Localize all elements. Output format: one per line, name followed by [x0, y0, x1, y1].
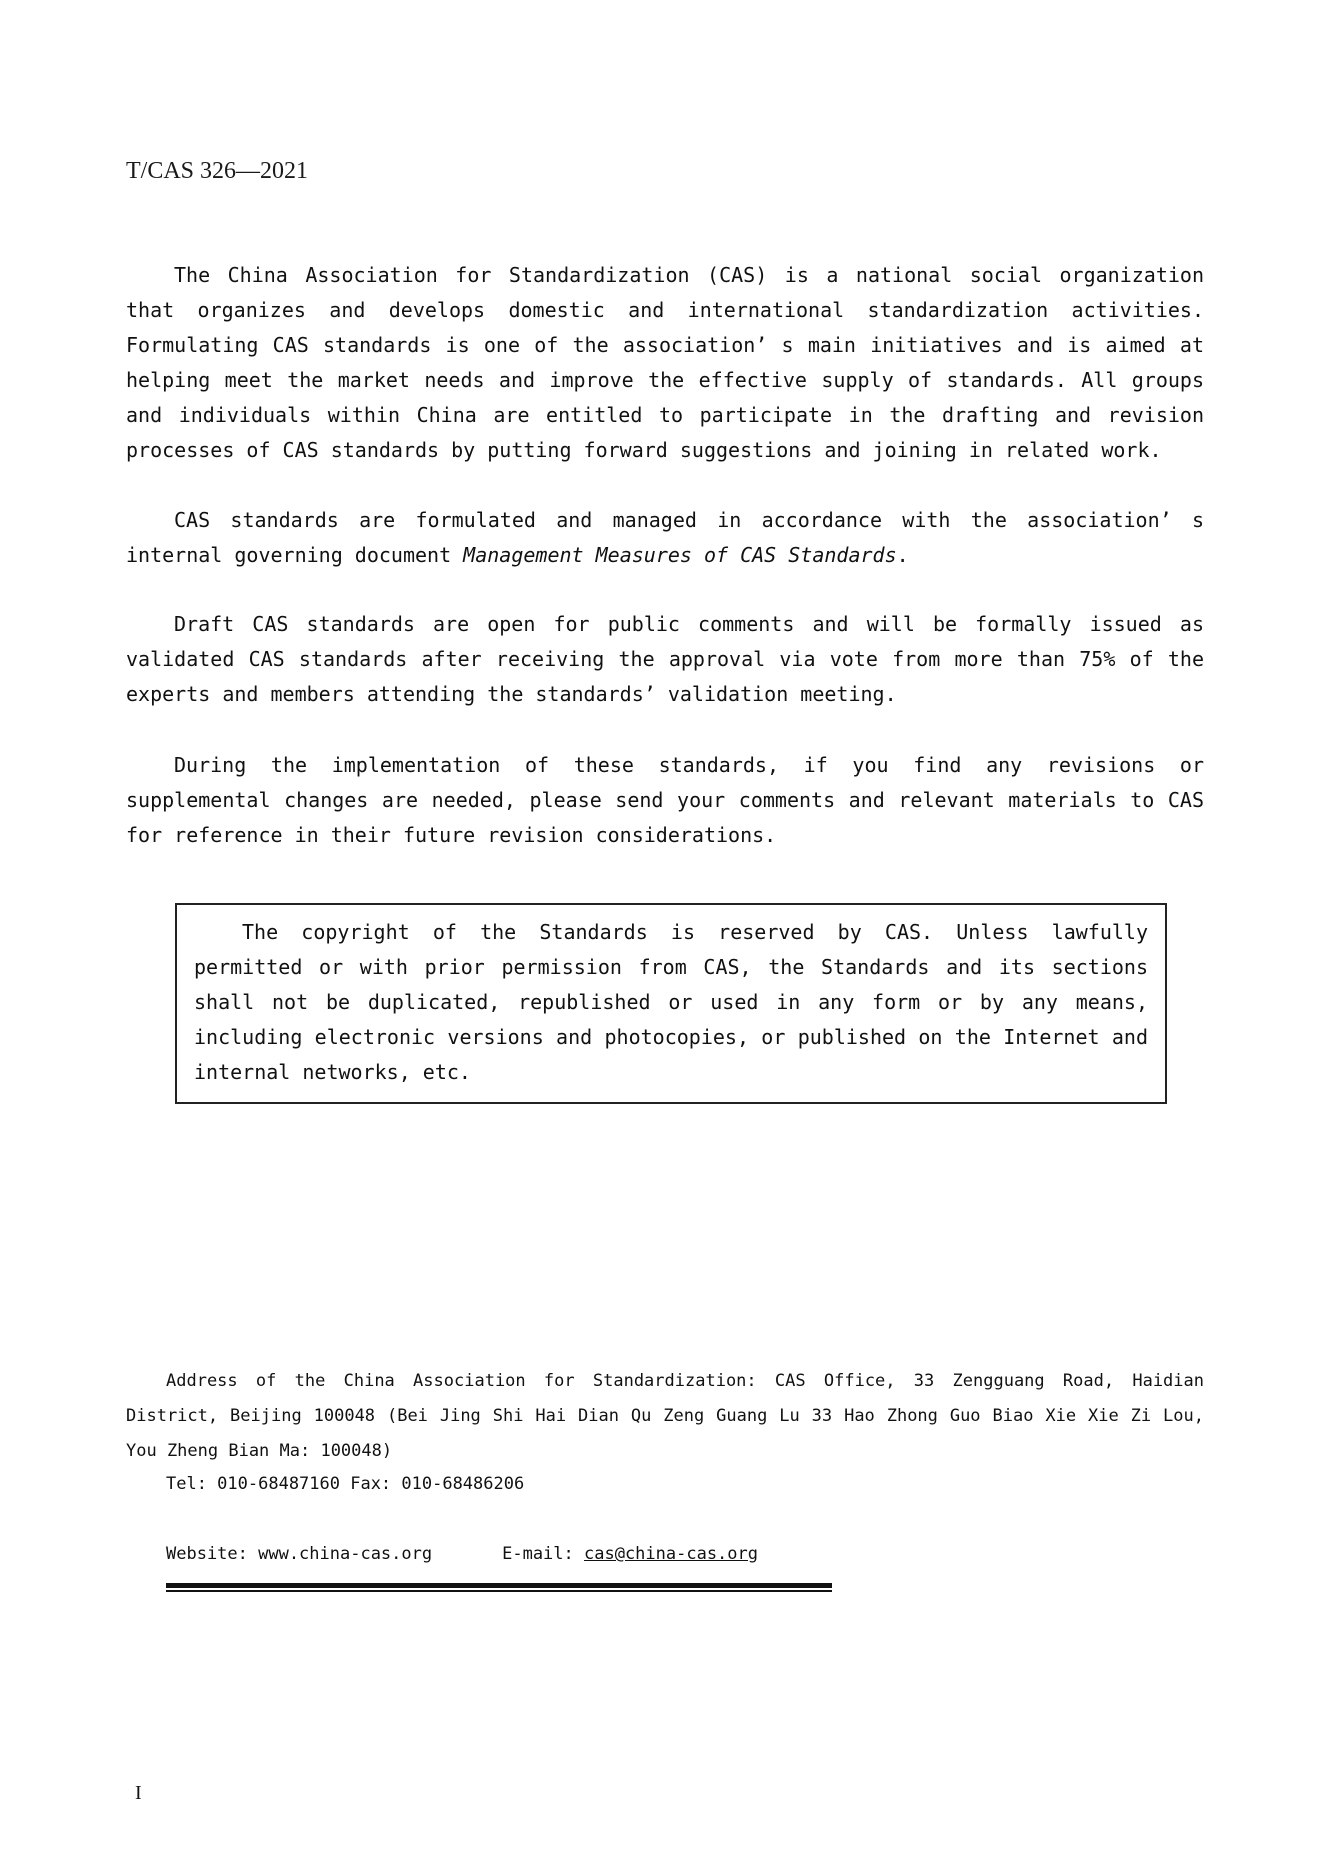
footer-rule-thick: [166, 1583, 832, 1588]
intro-paragraph-3: [126, 607, 1204, 712]
intro-paragraph-1: [126, 258, 1204, 468]
intro-paragraph-2: [126, 503, 1204, 573]
website-text[interactable]: Website: www.china-cas.org: [166, 1544, 433, 1564]
paragraph-text: Draft CAS standards are open for public comments and will be formally issued as validated CAS standards after receiving the approval via vote from more than 75% of the experts and members attending the standards’ validation meeting.: [126, 612, 1204, 706]
tel-fax-line: Tel: 010-68487160 Fax: 010-68486206: [166, 1474, 525, 1494]
governing-document-title: Management Measures of CAS Standards: [463, 543, 897, 567]
footer-rule-thin: [166, 1590, 832, 1592]
paragraph-text: During the implementation of these standards, if you find any revisions or supplemental changes are needed, please send your comments and relevant materials to CAS for reference in their future revision considerations.: [126, 753, 1204, 847]
paragraph-text: The China Association for Standardization (CAS) is a national social organization that organizes and develops domestic and international standardization activities. Formulating CAS standards is one of the association’ s main initiatives and is aimed at helping meet the market needs and improve the effective supply of standards. All groups and individuals within China are entitled to participate in the drafting and revision processes of CAS standards by putting forward suggestions and joining in related work.: [126, 263, 1204, 462]
address-block: [126, 1364, 1204, 1469]
address-text: Address of the China Association for Standardization: CAS Office, 33 Zengguang Road, Haidian District, Beijing 100048 (Bei Jing Shi Hai Dian Qu Zeng Guang Lu 33 Hao Zhong Guo Biao Xie Xie Zi Lou, You Zheng Bian Ma: 100048): [126, 1371, 1204, 1461]
email-label: E-mail:: [502, 1544, 584, 1564]
copyright-text: The copyright of the Standards is reserved by CAS. Unless lawfully permitted or with prior permission from CAS, the Standards and its sections shall not be duplicated, republished or used in any form or by any means, including electronic versions and photocopies, or published on the Internet and internal networks, etc.: [194, 920, 1148, 1084]
copyright-notice-box: [175, 903, 1167, 1104]
paragraph-text-end: .: [896, 543, 909, 567]
paragraph-text: [126, 503, 1204, 573]
email-link[interactable]: cas@china-cas.org: [584, 1544, 758, 1564]
page-number: I: [135, 1782, 142, 1804]
website-email-line: [166, 1544, 758, 1564]
paragraph-text-start: CAS standards are formulated and managed in accordance with the association’ s internal governing document: [126, 508, 1204, 567]
document-number: T/CAS 326—2021: [126, 158, 309, 184]
intro-paragraph-4: [126, 748, 1204, 853]
